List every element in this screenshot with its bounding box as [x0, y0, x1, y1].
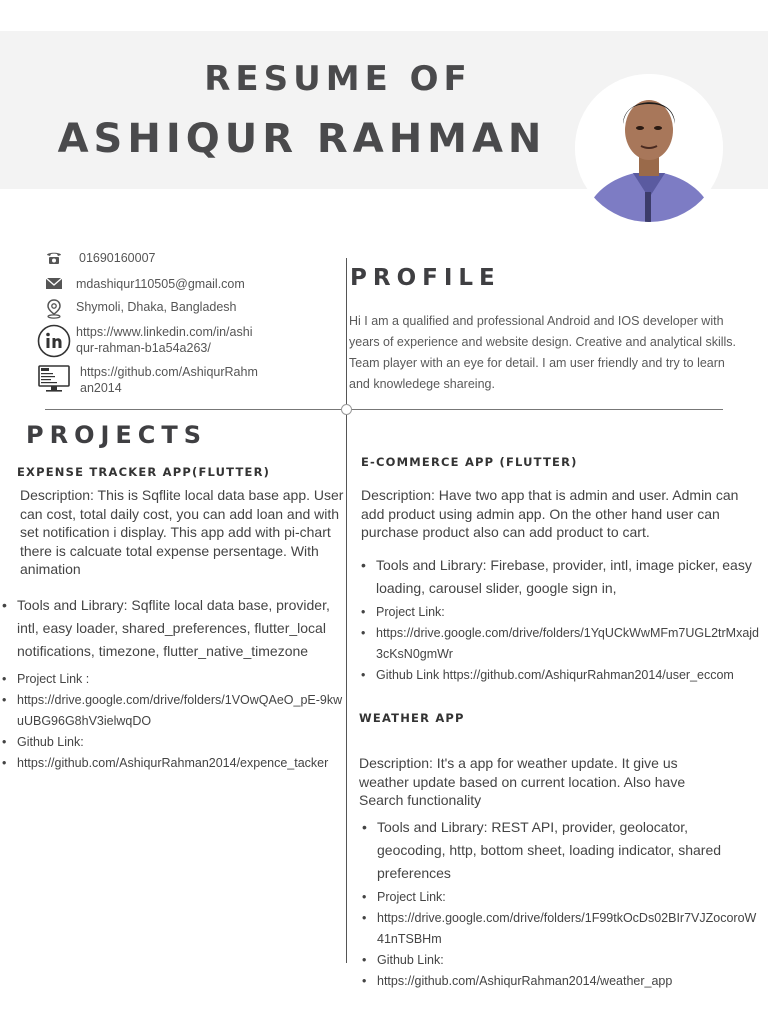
contact-email	[36, 276, 245, 292]
expense-tracker-details	[2, 594, 346, 774]
ecommerce-description: Description: Have two app that is admin and user. Admin can add product using admin app. On the other hand user can purchase product also can add product to cart.	[361, 487, 739, 540]
map-pin-icon	[36, 299, 72, 319]
vertical-divider	[346, 258, 347, 963]
expense-tracker-title: EXPENSE TRACKER APP(FLUTTER)	[17, 465, 271, 479]
ecommerce-github-link[interactable]: • Github Link https://github.com/AshiqurRahman2014/user_eccom	[361, 665, 761, 686]
profile-heading: PROFILE	[350, 265, 501, 291]
linkedin-link[interactable]: https://www.linkedin.com/in/ashi qur-rahman-b1a54a263/	[76, 325, 253, 355]
phone-number: 01690160007	[79, 251, 156, 265]
ecommerce-project-link[interactable]: • https://drive.google.com/drive/folders/1YqUCkWwMFm7UGL2trMxajd3cKsN0gmWr	[361, 623, 761, 665]
weather-app-description: Description: It's a app for weather update. It give us weather update based on current location. Also have Search functionality	[359, 755, 686, 808]
email-address[interactable]: mdashiqur110505@gmail.com	[76, 277, 245, 291]
expense-tracker-project-link[interactable]: • https://drive.google.com/drive/folders/1VOwQAeO_pE-9kwuUBG96G8hV3ielwqDO	[2, 690, 346, 732]
expense-tracker-description: Description: This is Sqflite local data base app. User can cost, total daily cost, you can add loan and with set notification i display. This app add with pi-chart there is calcuate total expense persentage. With animation	[20, 487, 344, 577]
monitor-code-icon	[36, 364, 72, 394]
ecommerce-details	[361, 554, 761, 686]
envelope-icon	[36, 276, 72, 290]
profile-photo	[575, 74, 723, 222]
contact-github	[36, 364, 258, 396]
ecommerce-tools: • Tools and Library: Firebase, provider, intl, image picker, easy loading, carousel slider, google sign in,	[361, 554, 761, 600]
phone-icon	[36, 250, 72, 266]
weather-app-github-label: • Github Link:	[362, 950, 758, 971]
linkedin-icon	[36, 324, 72, 358]
resume-title-line1: RESUME OF	[204, 59, 472, 99]
profile-summary: Hi I am a qualified and professional Android and IOS developer with years of experience and website design. Creative and analytical skills. Team player with an eye for detail. I am user friendly and try to learn and knowledege shareing.	[349, 314, 737, 391]
weather-app-tools: • Tools and Library: REST API, provider, geolocator, geocoding, http, bottom sheet, loading indicator, shared preferences	[362, 816, 758, 885]
weather-app-github-link[interactable]: • https://github.com/AshiqurRahman2014/weather_app	[362, 971, 758, 992]
contact-address	[36, 299, 237, 319]
contact-linkedin	[36, 324, 252, 358]
ecommerce-project-link-label: • Project Link:	[361, 602, 761, 623]
horizontal-divider	[45, 409, 723, 410]
contact-phone	[36, 250, 155, 266]
expense-tracker-github-link[interactable]: • https://github.com/AshiqurRahman2014/expence_tacker	[2, 753, 346, 774]
projects-heading: PROJECTS	[26, 421, 208, 449]
divider-junction	[341, 404, 352, 415]
resume-name: ASHIQUR RAHMAN	[57, 116, 547, 162]
ecommerce-title: E-COMMERCE APP (FLUTTER)	[361, 455, 578, 469]
weather-app-details	[362, 816, 758, 992]
address: Shymoli, Dhaka, Bangladesh	[76, 300, 237, 314]
expense-tracker-github-label: • Github Link:	[2, 732, 346, 753]
expense-tracker-project-link-label: • Project Link :	[2, 669, 346, 690]
github-link[interactable]: https://github.com/AshiqurRahm an2014	[80, 365, 258, 395]
expense-tracker-tools: • Tools and Library: Sqflite local data base, provider, intl, easy loader, shared_preferences, flutter_local notifications, timezone, flutter_native_timezone	[2, 594, 346, 663]
weather-app-project-link[interactable]: • https://drive.google.com/drive/folders/1F99tkOcDs02BIr7VJZocoroW41nTSBHm	[362, 908, 758, 950]
weather-app-title: WEATHER APP	[359, 711, 465, 725]
weather-app-project-link-label: • Project Link:	[362, 887, 758, 908]
